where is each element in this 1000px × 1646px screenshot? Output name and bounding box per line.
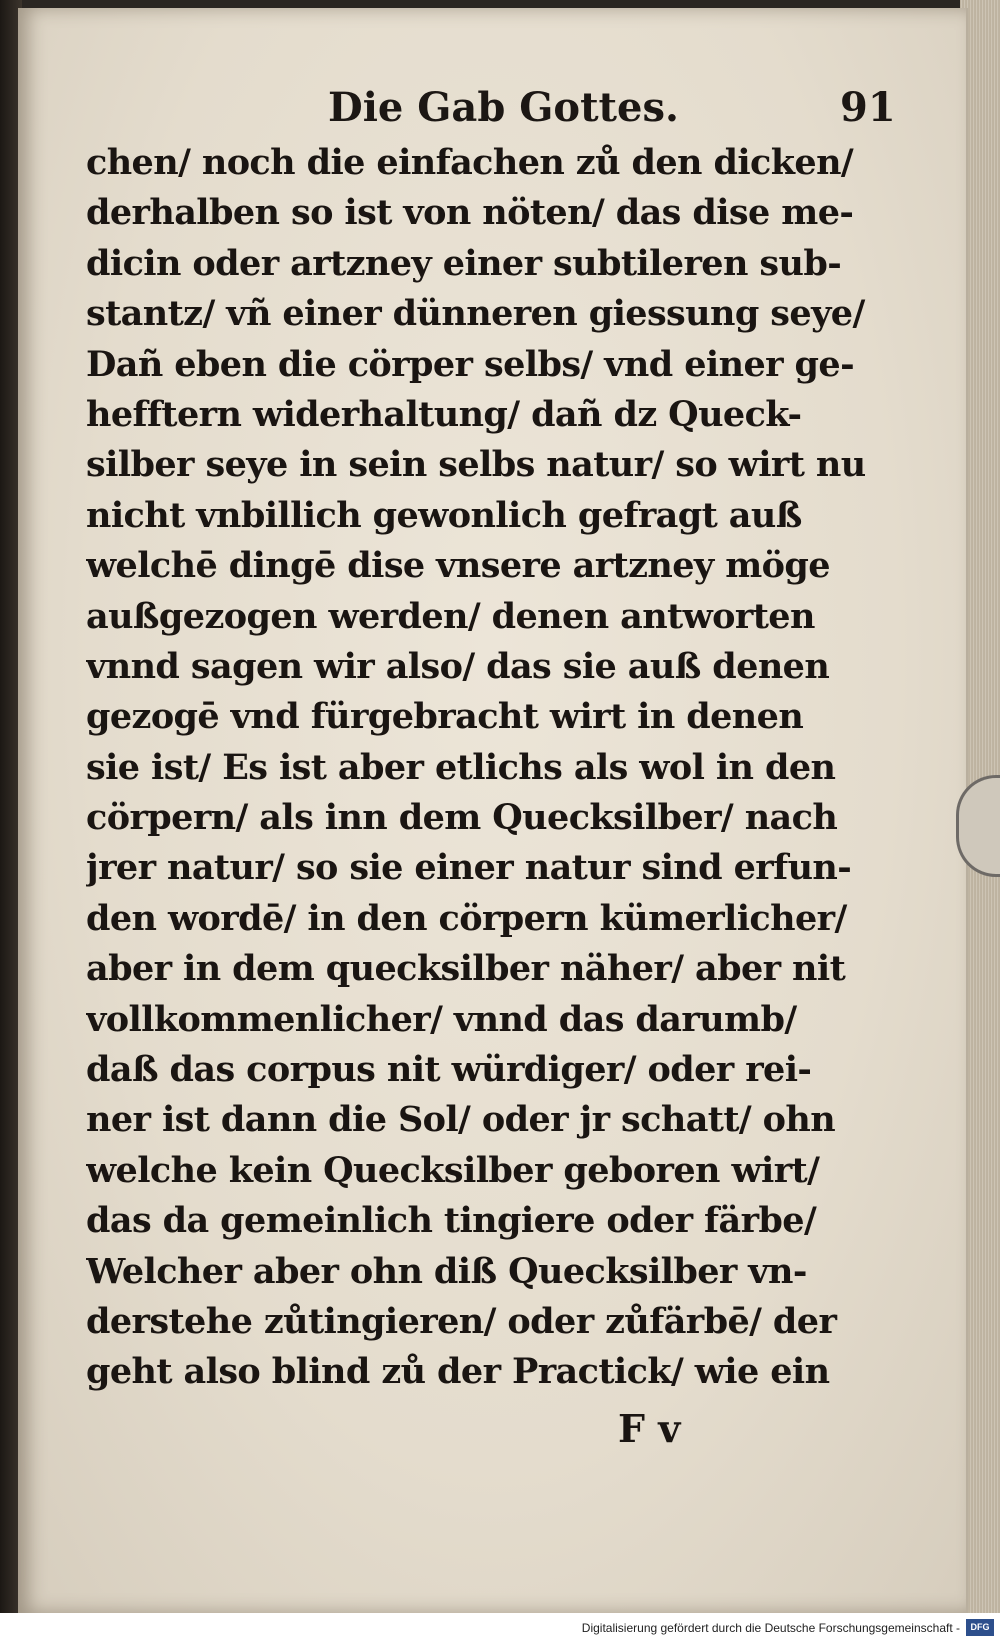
text-line: cörpern/ als inn dem Quecksilber/ nach (86, 797, 838, 839)
text-line: außgezogen werden/ denen antworten (86, 595, 815, 637)
text-line: jrer natur/ so sie einer natur sind erfun- (86, 847, 852, 889)
text-line: gezogē vnd fürgebracht wirt in denen (86, 696, 804, 738)
text-line: den wordē/ in den cörpern kümerlicher/ (86, 897, 847, 939)
text-line: stantz/ vñ einer dünneren giessung seye/ (86, 293, 865, 335)
text-line: silber seye in sein selbs natur/ so wirt nu (86, 444, 866, 486)
text-line: nicht vnbillich gewonlich gefragt auß (86, 494, 802, 536)
digitization-footer (0, 1613, 1000, 1646)
text-line: hefftern widerhaltung/ dañ dz Queck- (86, 393, 802, 435)
text-line: chen/ noch die einfachen zů den dicken/ (86, 142, 854, 183)
text-line: ner ist dann die Sol/ oder jr schatt/ ohn (86, 1099, 836, 1141)
dfg-logo: DFG (966, 1619, 994, 1636)
book-page (18, 8, 968, 1613)
signature-mark: F v (618, 1406, 681, 1451)
text-line: vnnd sagen wir also/ das sie auß denen (86, 645, 830, 687)
page-number: 91 (840, 84, 896, 131)
text-line: aber in dem quecksilber näher/ aber nit (86, 948, 846, 990)
text-line: welche kein Quecksilber geboren wirt/ (86, 1149, 820, 1191)
text-line: vollkommenlicher/ vnnd das darumb/ (86, 998, 797, 1040)
text-line: das da gemeinlich tingiere oder färbe/ (86, 1200, 817, 1242)
running-head-title: Die Gab Gottes. (328, 84, 679, 131)
text-line: Dañ eben die cörper selbs/ vnd einer ge- (86, 343, 855, 385)
text-line: sie ist/ Es ist aber etlichs als wol in den (86, 746, 836, 788)
text-line: derhalben so ist von nöten/ das dise me- (86, 192, 854, 234)
text-line: derstehe zůtingieren/ oder zůfärbē/ der (86, 1300, 837, 1342)
text-line: Welcher aber ohn diß Quecksilber vn- (86, 1250, 807, 1292)
body-text (86, 138, 898, 1398)
text-line: welchē dingē dise vnsere artzney möge (86, 545, 830, 587)
text-line: geht also blind zů der Practick/ wie ein (86, 1351, 830, 1393)
text-line: dicin oder artzney einer subtileren sub- (86, 242, 842, 284)
funding-credit: Digitalisierung gefördert durch die Deutsche Forschungsgemeinschaft - (581, 1621, 960, 1635)
text-line: daß das corpus nit würdiger/ oder rei- (86, 1049, 812, 1091)
